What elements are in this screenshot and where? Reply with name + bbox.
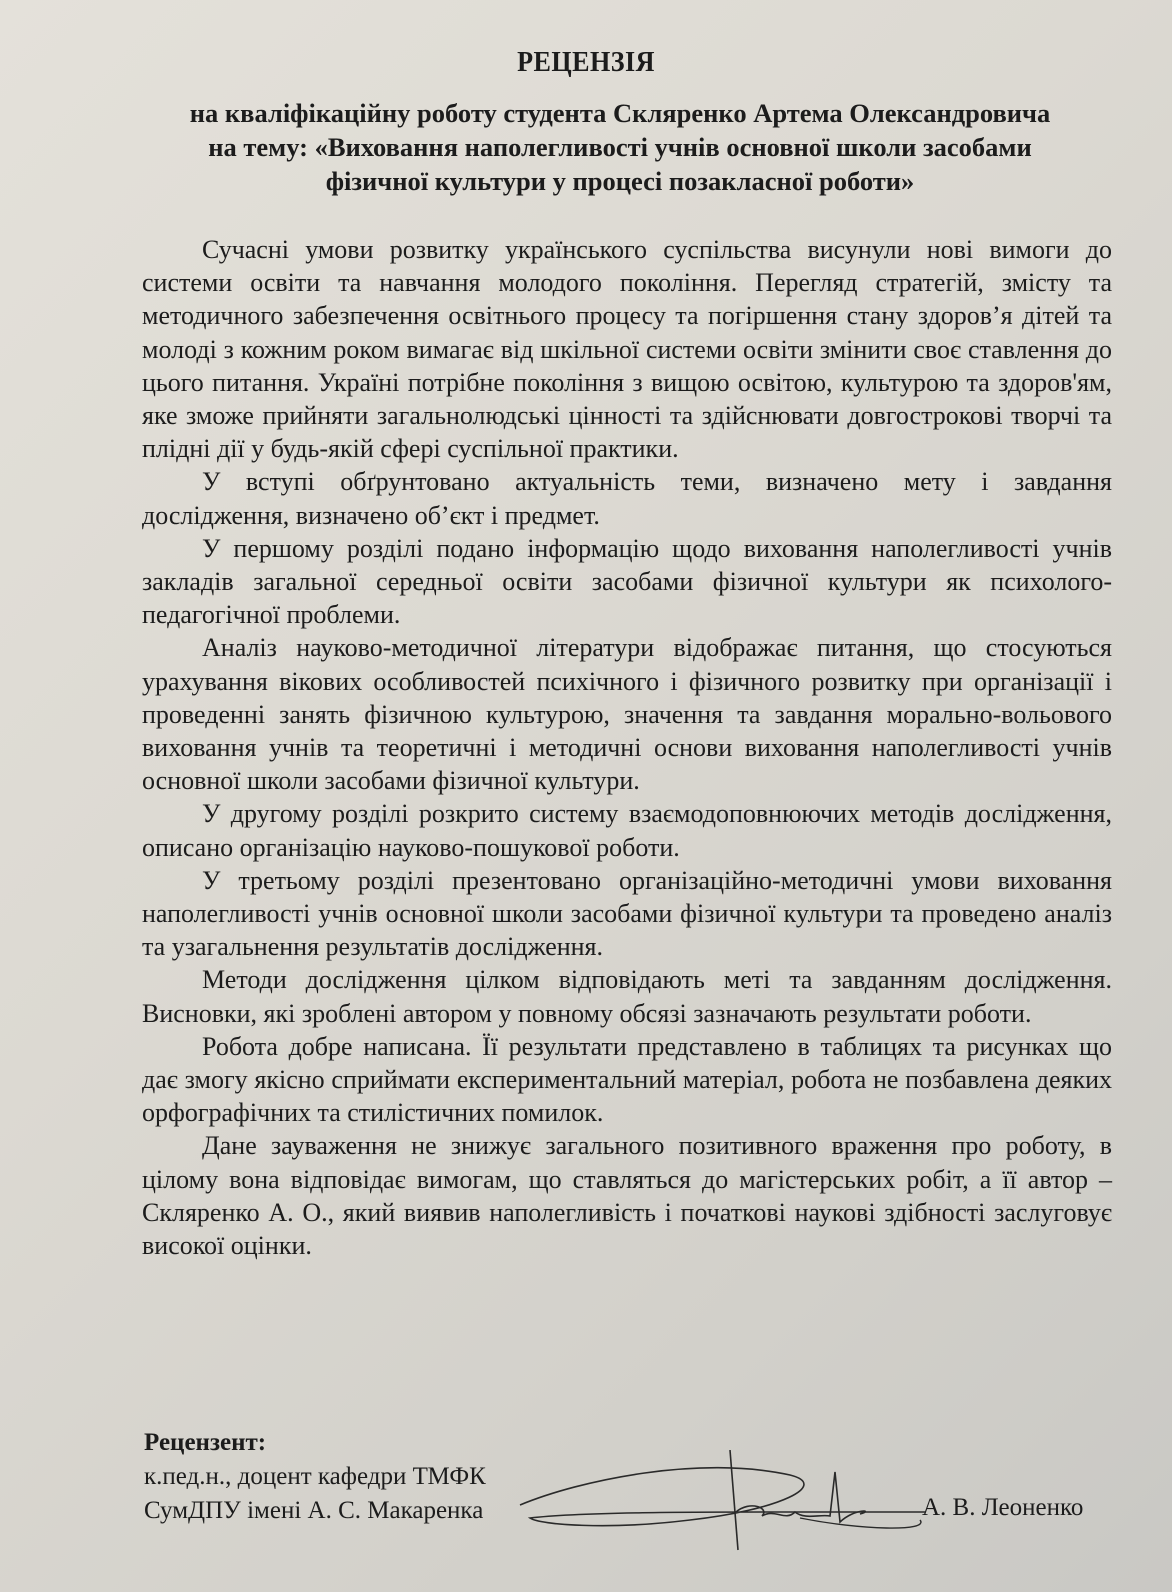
reviewer-label: Рецензент: <box>144 1429 267 1456</box>
paragraph: У вступі обґрунтовано актуальність теми, визначено мету і завдання дослідження, визначено об’єкт і предмет. <box>142 467 1112 530</box>
paragraph: Робота добре написана. Її результати представлено в таблицях та рисунках що дає змогу якісно сприймати експериментальний матеріал, робота не позбавлена деяких орфографічних та стилістичних помилок. <box>142 1031 1112 1128</box>
subtitle-line: фізичної культури у процесі позакласної роботи» <box>325 166 915 196</box>
reviewer-block <box>144 1426 486 1528</box>
document-subtitle <box>120 96 1120 198</box>
paragraph: У першому розділі подано інформацію щодо виховання наполегливості учнів закладів загальної середньої освіти засобами фізичної культури як психолого-педагогічної проблеми. <box>142 533 1112 630</box>
reviewer-institution: СумДПУ імені А. С. Макаренка <box>144 1497 484 1524</box>
paragraph: Дане зауваження не знижує загального позитивного враження про роботу, в цілому вона відповідає вимогам, що ставляться до магістерських робіт, а її автор – Скляренко А. О., який виявив наполегливість і початкові наукові здібності заслуговує високої оцінки. <box>142 1131 1112 1261</box>
subtitle-line: на тему: «Виховання наполегливості учнів основної школи засобами <box>208 132 1032 162</box>
paragraph: Сучасні умови розвитку українського суспільства висунули нові вимоги до системи освіти та навчання молодого покоління. Перегляд стратегій, змісту та методичного забезпечення освітнього процесу та погіршення стану здоров’я дітей та молоді з кожним роком вимагає від шкільної системи освіти змінити своє ставлення до цього питання. Україні потрібне покоління з вищою освітою, культурою та здоров'ям, яке зможе прийняти загальнолюдські цінності та здійснювати довгострокові творчі та плідні дії у будь-якій сфері суспільної практики. <box>142 235 1112 464</box>
subtitle-line: на кваліфікаційну роботу студента Скляренко Артема Олександровича <box>189 98 1051 128</box>
review-body <box>142 233 1112 1262</box>
paragraph: Методи дослідження цілком відповідають меті та завданням дослідження. Висновки, які зроблені автором у повному обсязі зазначають результати роботи. <box>142 965 1112 1028</box>
paragraph: Аналіз науково-методичної літератури відображає питання, що стосуються урахування вікових особливостей психічного і фізичного розвитку при організації і проведенні занять фізичною культурою, значення та завдання морально-вольового виховання учнів та теоретичні і методичні основи виховання наполегливості учнів основної школи засобами фізичної культури. <box>142 633 1112 796</box>
paragraph: У другому розділі розкрито систему взаємодоповнюючих методів дослідження, описано організацію науково-пошукової роботи. <box>142 799 1112 862</box>
reviewer-position: к.пед.н., доцент кафедри ТМФК <box>144 1463 486 1490</box>
reviewer-name: А. В. Леоненко <box>922 1494 1084 1521</box>
paragraph: У третьому розділі презентовано організаційно-методичні умови виховання наполегливості учнів основної школи засобами фізичної культури та проведено аналіз та узагальнення результатів дослідження. <box>142 865 1112 962</box>
document-title: РЕЦЕНЗІЯ <box>517 46 655 78</box>
handwritten-signature <box>500 1450 930 1575</box>
